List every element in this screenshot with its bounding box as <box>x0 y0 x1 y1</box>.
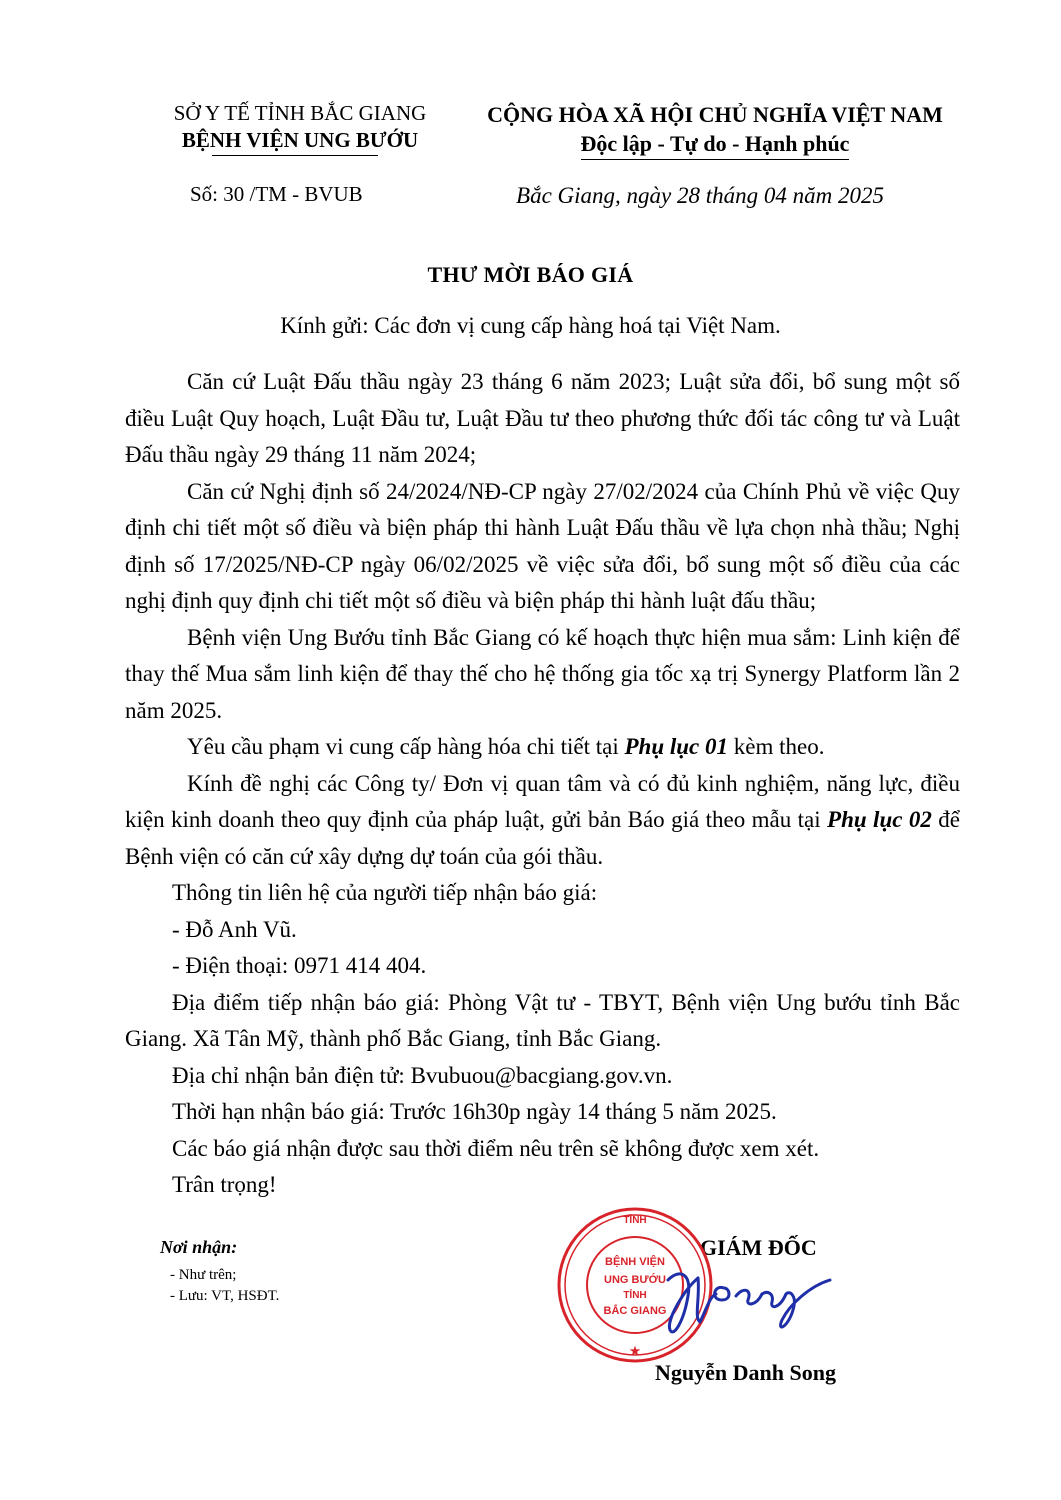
svg-text:BỆNH VIỆN: BỆNH VIỆN <box>605 1256 665 1268</box>
scope-text: Yêu cầu phạm vi cung cấp hàng hóa chi tiết tại <box>187 734 625 759</box>
issuing-agency-block <box>120 100 480 154</box>
hospital-name <box>182 127 418 154</box>
contact-phone: - Điện thoại: 0971 414 404. <box>172 953 427 978</box>
nation-name: CỘNG HÒA XÃ HỘI CHỦ NGHĨA VIỆT NAM <box>487 102 943 127</box>
contact-name: - Đỗ Anh Vũ. <box>172 916 297 942</box>
submission-email: Địa chỉ nhận bản điện tử: Bvubuou@bacgiang.gov.vn. <box>172 1062 673 1088</box>
late-submission-note: Các báo giá nhận được sau thời điểm nêu trên sẽ không được xem xét. <box>172 1135 820 1161</box>
svg-text:BẮC GIANG: BẮC GIANG <box>603 1305 667 1317</box>
paragraph-plan: Bệnh viện Ung Bướu tỉnh Bắc Giang có kế hoạch thực hiện mua sắm: Linh kiện để thay thế Mua sắm linh kiện để thay thế cho hệ thống gia tốc xạ trị Synergy Platform lần 2 năm 2025. <box>125 624 960 723</box>
paragraph-legal-basis-1: Căn cứ Luật Đấu thầu ngày 23 tháng 6 năm 2023; Luật sửa đổi, bổ sung một số điều Luật Quy hoạch, Luật Đầu tư, Luật Đầu tư theo phương thức đối tác công tư và Luật Đấu thầu ngày 29 tháng 11 năm 2024; <box>125 369 960 467</box>
paragraph-request <box>125 766 960 876</box>
submission-location: Địa điểm tiếp nhận báo giá: Phòng Vật tư - TBYT, Bệnh viện Ung bướu tỉnh Bắc Giang. Xã Tân Mỹ, thành phố Bắc Giang, tỉnh Bắc Giang. <box>125 989 960 1051</box>
document-body <box>125 364 960 1204</box>
svg-text:UNG BƯỚU: UNG BƯỚU <box>604 1274 666 1286</box>
appendix-02-ref: Phụ lục 02 <box>827 807 932 832</box>
recipient-line: Kính gửi: Các đơn vị cung cấp hàng hoá tại Việt Nam. <box>280 313 781 338</box>
request-text: Kính đề nghị các Công ty/ Đơn vị quan tâm và có đủ kinh nghiệm, năng lực, điều kiện kinh doanh theo quy định của pháp luật, gửi bản Báo giá theo mẫu tại <box>125 770 960 832</box>
document-date: Bắc Giang, ngày 28 tháng 04 năm 2025 <box>516 183 884 208</box>
svg-text:★: ★ <box>629 1344 641 1358</box>
closing-greeting: Trân trọng! <box>172 1172 277 1197</box>
recipients-list <box>170 1265 279 1307</box>
signer-name: Nguyễn Danh Song <box>655 1360 836 1385</box>
national-motto: Độc lập - Tự do - Hạnh phúc <box>581 129 850 160</box>
handwritten-signature <box>640 1250 840 1345</box>
paragraph-scope <box>125 729 960 766</box>
hospital-name-text: BỆNH VIỆN UNG BƯỚU <box>181 128 419 152</box>
request-text-end: để Bệnh viện có căn cứ xây dựng dự toán của gói thầu. <box>125 807 960 869</box>
svg-text:TỈNH: TỈNH <box>623 1215 647 1226</box>
submission-deadline: Thời hạn nhận báo giá: Trước 16h30p ngày 14 tháng 5 năm 2025. <box>172 1099 777 1124</box>
document-title: THƯ MỜI BÁO GIÁ <box>427 262 634 287</box>
agency-name: SỞ Y TẾ TỈNH BẮC GIANG <box>173 101 427 125</box>
scope-text-end: kèm theo. <box>728 734 825 759</box>
document-number: Số: 30 /TM - BVUB <box>190 182 363 206</box>
recipient-item: - Lưu: VT, HSĐT. <box>170 1288 280 1304</box>
paragraph-legal-basis-2: Căn cứ Nghị định số 24/2024/NĐ-CP ngày 27/02/2024 của Chính Phủ về việc Quy định chi tiết một số điều và biện pháp thi hành Luật Đấu thầu về lựa chọn nhà thầu; Nghị định số 17/2025/NĐ-CP ngày 06/02/2025 về việc sửa đổi, bổ sung một số điều của các nghị định quy định chi tiết một số điều và biện pháp thi hành luật đấu thầu; <box>125 478 960 613</box>
hospital-underline <box>212 155 378 156</box>
recipient-item: - Như trên; <box>170 1267 237 1283</box>
contact-intro: Thông tin liên hệ của người tiếp nhận báo giá: <box>172 880 598 905</box>
appendix-01-ref: Phụ lục 01 <box>624 734 729 759</box>
national-header <box>460 100 970 160</box>
recipients-title: Nơi nhận: <box>160 1237 238 1257</box>
signer-position: GIÁM ĐỐC <box>700 1235 817 1260</box>
svg-text:TỈNH: TỈNH <box>623 1290 647 1301</box>
